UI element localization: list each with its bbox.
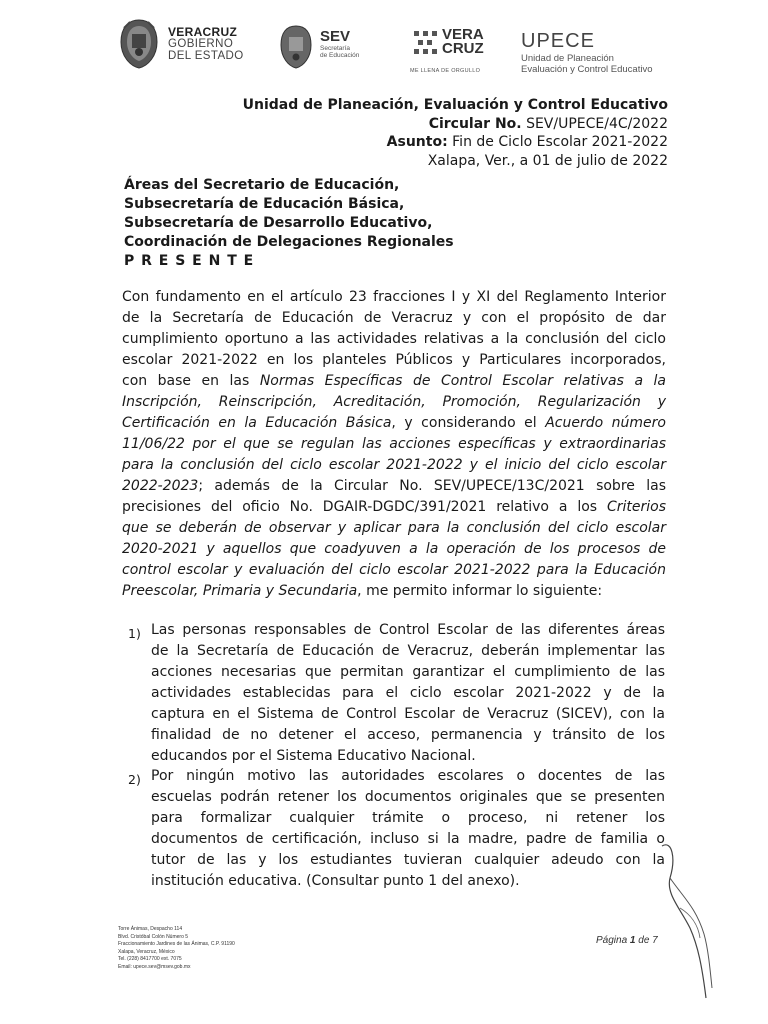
logo-veracruz-gobierno: [118, 16, 248, 74]
list-item-line: Las personas responsables de Control Escolar de las diferentes áreas: [151, 622, 665, 638]
page-total: de 7: [638, 935, 658, 946]
list-item-line: para formalizar cualquier trámite o proceso, ni retener los: [151, 810, 665, 826]
paragraph-line: cumplimiento oportuno a las actividades relativas a la conclusión del ciclo: [122, 331, 666, 347]
logo-veracruz-brand: [410, 24, 490, 80]
veracruz-logo-line2: GOBIERNO: [168, 38, 234, 50]
paragraph-line: con base en las Normas Específicas de Control Escolar relativas a la: [122, 373, 667, 389]
veracruz-brand-word2: CRUZ: [442, 40, 484, 57]
addressee-line: Áreas del Secretario de Educación,: [124, 177, 400, 193]
circular-number: SEV/UPECE/4C/2022: [526, 115, 668, 132]
list-item-1: [151, 620, 665, 767]
list-number: 2): [128, 772, 141, 787]
veracruz-brand-tagline: ME LLENA DE ORGULLO: [410, 68, 481, 74]
page-label: Página: [596, 935, 628, 946]
circular-label: Circular No.: [428, 115, 522, 132]
page-number: [596, 935, 658, 946]
paragraph-line: Preescolar, Primaria y Secundaria, me permito informar lo siguiente:: [122, 583, 603, 599]
addressee-line: Coordinación de Delegaciones Regionales: [124, 234, 454, 250]
list-item-line: finalidad de no detener el acceso, permanencia y tránsito de los: [151, 727, 665, 743]
paragraph-line: control escolar y evaluación del ciclo escolar 2021-2022 para la Educación: [122, 562, 666, 578]
list-item-line: escuelas podrán retener los documentos originales que se presenten: [151, 789, 665, 805]
sev-logo-sub1: Secretaría: [320, 45, 350, 52]
list-item-2: [151, 766, 665, 892]
addressee-line: Subsecretaría de Educación Básica,: [124, 196, 405, 212]
logo-upece: [521, 30, 681, 82]
footer-address-line: Blvd. Cristóbal Colón Número 5: [118, 933, 189, 940]
place-date: Xalapa, Ver., a 01 de julio de 2022: [427, 152, 668, 169]
list-item-line: documentos de certificación, incluso si la madre, padre de familia o: [151, 831, 665, 847]
paragraph-line: 2022-2023; además de la Circular No. SEV/UPECE/13C/2021 sobre las: [122, 478, 666, 494]
paragraph-line: Inscripción, Reinscripción, Acreditación, Promoción, Regularización y: [122, 394, 666, 410]
signature-mark: [650, 838, 730, 1008]
upece-logo-title: UPECE: [521, 30, 595, 52]
veracruz-logo-line3: DEL ESTADO: [168, 50, 244, 62]
sev-logo-title: SEV: [320, 28, 351, 45]
paragraph-line: Certificación en la Educación Básica, y considerando el Acuerdo número: [122, 415, 666, 431]
upece-logo-sub1: Unidad de Planeación: [521, 53, 614, 64]
logo-sev: [278, 24, 378, 74]
list-item-line: actividades establecidas para el ciclo escolar 2021-2022 y de la: [151, 685, 665, 701]
addressee-block: [124, 176, 454, 271]
footer-address-line: Tel. (228) 8417700 ext. 7075: [118, 956, 182, 963]
list-item-line: tutor de las y los estudiantes tuvieran cualquier adeudo con la: [151, 852, 665, 868]
footer-address: [118, 926, 235, 972]
paragraph-line: 2020-2021 y aquellos que coadyuven a la operación de los procesos de: [122, 541, 666, 557]
footer-address-line: Xalapa, Veracruz, México: [118, 948, 175, 955]
footer-address-line: Email: upece.sev@msev.gob.mx: [118, 963, 191, 970]
coat-of-arms-icon: [118, 18, 160, 70]
list-item-line: Por ningún motivo las autoridades escolares o docentes de las: [151, 768, 665, 784]
intro-paragraph: [122, 287, 666, 602]
paragraph-line: 11/06/22 por el que se regulan las acciones específicas y extraordinarias: [122, 436, 666, 452]
list-number: 1): [128, 626, 141, 641]
paragraph-line: precisiones del oficio No. DGAIR-DGDC/391/2021 relativo a los Criterios: [122, 499, 666, 515]
paragraph-line: que se deberán de observar y aplicar para la conclusión del ciclo escolar: [122, 520, 666, 536]
paragraph-line: escolar 2021-2022 en los planteles Públicos y Particulares incorporados,: [122, 352, 666, 368]
presente-line: P R E S E N T E: [124, 253, 255, 269]
paragraph-line: Con fundamento en el artículo 23 fracciones I y XI del Reglamento Interior: [122, 289, 666, 305]
paragraph-line: para la conclusión del ciclo escolar 2021-2022 y el inicio del ciclo escolar: [122, 457, 666, 473]
list-item-line: educandos por el Sistema Educativo Nacional.: [151, 748, 476, 764]
veracruz-brand-pattern-icon: [412, 28, 440, 58]
footer-address-line: Torre Ánimas, Despacho 114: [118, 926, 183, 932]
list-item-line: de la Secretaría de Educación de Veracruz, deberán implementar las: [151, 643, 665, 659]
upece-logo-sub2: Evaluación y Control Educativo: [521, 64, 653, 75]
page-current: 1: [629, 935, 636, 946]
list-item-line: institución educativa. (Consultar punto 1 del anexo).: [151, 873, 520, 889]
paragraph-line: de la Secretaría de Educación de Veracruz y con el propósito de dar: [122, 310, 666, 326]
document-header: [243, 96, 668, 170]
footer-address-line: Fraccionamiento Jardines de las Ánimas, C.P. 91190: [118, 941, 235, 948]
unit-name: Unidad de Planeación, Evaluación y Control Educativo: [242, 97, 668, 113]
veracruz-brand-word1: VERA: [442, 26, 484, 43]
sev-emblem-icon: [278, 24, 314, 70]
veracruz-logo-title: VERACRUZ: [168, 25, 238, 39]
sev-logo-sub2: de Educación: [320, 52, 360, 59]
subject-label: Asunto:: [386, 134, 448, 150]
list-item-line: acciones necesarias que permitan garantizar el cumplimiento de las: [151, 664, 665, 680]
list-item-line: captura en el Sistema de Control Escolar de Veracruz (SICEV), con la: [151, 706, 665, 722]
addressee-line: Subsecretaría de Desarrollo Educativo,: [124, 215, 433, 231]
subject-value: Fin de Ciclo Escolar 2021-2022: [452, 134, 668, 150]
